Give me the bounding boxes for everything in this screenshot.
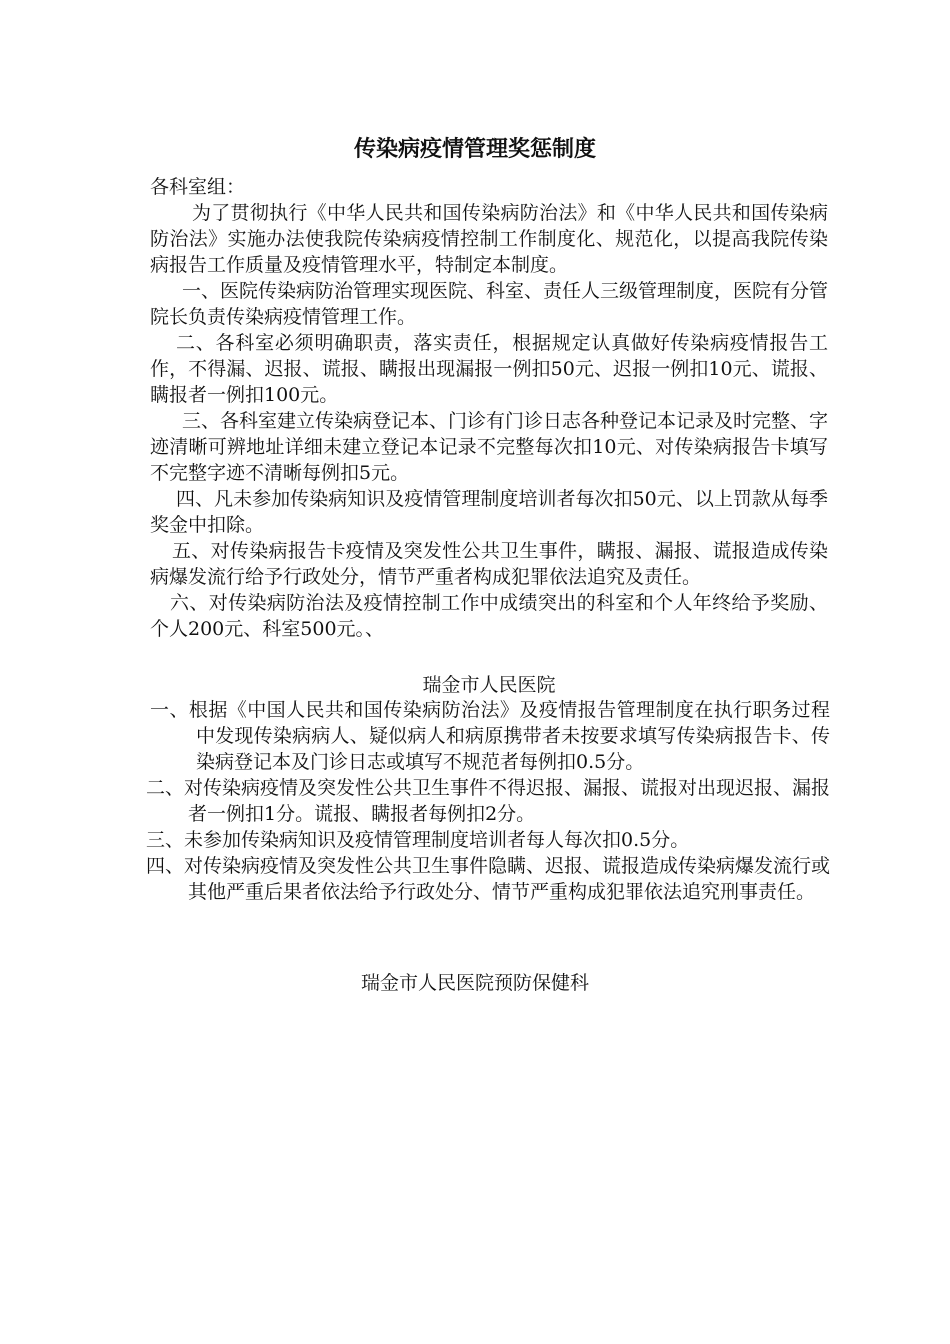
document-body (150, 174, 828, 642)
signature-hospital: 瑞金市人民医院 (422, 674, 556, 696)
intro-paragraph: 为了贯彻执行《中华人民共和国传染病防治法》和《中华人民共和国传染病防治法》实施办法使我院传染病疫情控制工作制度化、规范化，以提高我院传染病报告工作质量及疫情管理水平，特制定本制度。 (150, 202, 828, 276)
paragraph-5: 五、对传染病报告卡疫情及突发性公共卫生事件，瞒报、漏报、谎报造成传染病爆发流行给予行政处分，情节严重者构成犯罪依法追究及责任。 (150, 540, 828, 588)
rule-2: 二、对传染病疫情及突发性公共卫生事件不得迟报、漏报、谎报对出现迟报、漏报者一例扣1分。谎报、瞒报者每例扣2分。 (146, 777, 831, 825)
rule-4: 四、对传染病疫情及突发性公共卫生事件隐瞒、迟报、谎报造成传染病爆发流行或其他严重后果者依法给予行政处分、情节严重构成犯罪依法追究刑事责任。 (146, 855, 831, 903)
paragraph-6: 六、对传染病防治法及疫情控制工作中成绩突出的科室和个人年终给予奖励、个人200元、科室500元。、 (150, 592, 828, 640)
scoring-rules (146, 697, 830, 905)
paragraph-3: 三、各科室建立传染病登记本、门诊有门诊日志各种登记本记录及时完整、字迹清晰可辨地址详细未建立登记本记录不完整每次扣10元、对传染病报告卡填写不完整字迹不清晰每例扣5元。 (150, 410, 829, 484)
signature-department: 瑞金市人民医院预防保健科 (360, 972, 589, 994)
salutation: 各科室组： (150, 176, 246, 198)
rule-1: 一、根据《中国人民共和国传染病防治法》及疫情报告管理制度在执行职务过程中发现传染病病人、疑似病人和病原携带者未按要求填写传染病报告卡、传染病登记本及门诊日志或填写不规范者每例扣0.5分。 (150, 699, 830, 773)
rule-3: 三、未参加传染病知识及疫情管理制度培训者每人每次扣0.5分。 (146, 829, 690, 851)
document-title: 传染病疫情管理奖惩制度 (353, 137, 596, 162)
paragraph-2: 二、各科室必须明确职责，落实责任，根据规定认真做好传染病疫情报告工作，不得漏、迟报、谎报、瞒报出现漏报一例扣50元、迟报一例扣10元、谎报、瞒报者一例扣100元。 (150, 332, 828, 406)
paragraph-1: 一、医院传染病防治管理实现医院、科室、责任人三级管理制度，医院有分管院长负责传染病疫情管理工作。 (150, 280, 829, 328)
paragraph-4: 四、凡未参加传染病知识及疫情管理制度培训者每次扣50元、以上罚款从每季奖金中扣除。 (150, 488, 828, 536)
